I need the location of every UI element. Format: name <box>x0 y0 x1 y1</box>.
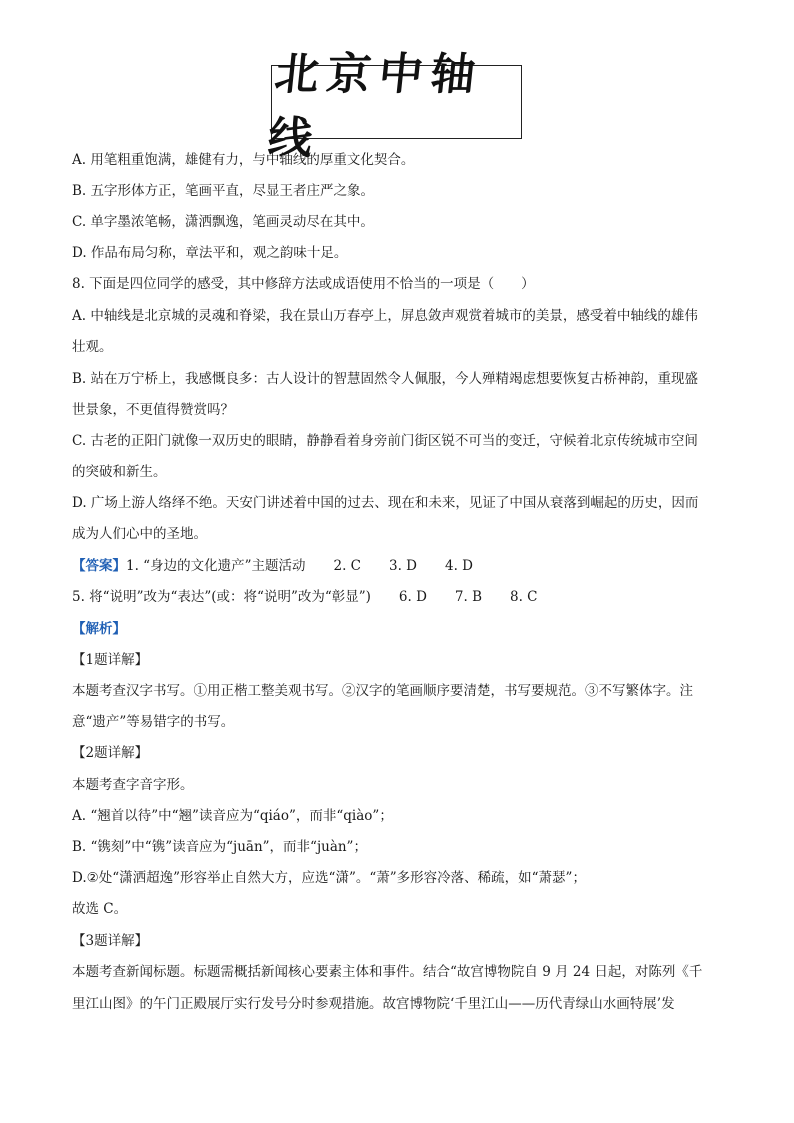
q8-option-b-line2: 世景象，不更值得赞赏吗？ <box>72 402 234 418</box>
answer-4: 4. D <box>445 558 473 574</box>
option-b: B. 五字形体方正，笔画平直，尽显王者庄严之象。 <box>72 183 375 199</box>
answer-3: 3. D <box>389 558 417 574</box>
answer-5: 5. 将“说明”改为“表达”(或：将“说明”改为“彰显”) <box>72 589 371 605</box>
section-heading-3: 【3题详解】 <box>72 933 149 949</box>
q8-option-c-line2: 的突破和新生。 <box>72 464 167 480</box>
option-d: D. 作品布局匀称，章法平和，观之韵味十足。 <box>72 245 348 261</box>
answer-1: 1. “身边的文化遗产”主题活动 <box>126 558 306 574</box>
calligraphy-title: 北京中轴线 <box>265 49 486 164</box>
question-8-stem: 8. 下面是四位同学的感受，其中修辞方法或成语使用不恰当的一项是（ ） <box>72 276 535 292</box>
q8-option-d-line1: D. 广场上游人络绎不绝。天安门讲述着中国的过去、现在和未来，见证了中国从衰落到崛起的历史，因而 <box>72 495 699 511</box>
explanation-1-line2: 意“遗产”等易错字的书写。 <box>72 714 235 730</box>
explanation-3-line2: 里江山图》的午门正殿展厅实行发号分时参观措施。故宫博物院‘千里江山——历代青绿山水画特展’发 <box>72 996 675 1012</box>
explanation-2-b: B. “镌刻”中“镌”读音应为“juān”，而非“juàn”； <box>72 839 367 855</box>
analysis-label: 【解析】 <box>72 621 126 637</box>
explanation-2-intro: 本题考查字音字形。 <box>72 777 194 793</box>
answer-2: 2. C <box>333 558 361 574</box>
explanation-2-conclusion: 故选 C。 <box>72 901 128 917</box>
answer-line-1 <box>72 557 732 575</box>
section-heading-1: 【1题详解】 <box>72 652 149 668</box>
explanation-2-a: A. “翘首以待”中“翘”读音应为“qiáo”，而非“qiào”； <box>72 808 393 824</box>
q8-option-b-line1: B. 站在万宁桥上，我感慨良多：古人设计的智慧固然令人佩服，今人殚精竭虑想要恢复古桥神韵，重现盛 <box>72 371 699 387</box>
answer-6: 6. D <box>398 589 427 605</box>
explanation-3-line1: 本题考查新闻标题。标题需概括新闻核心要素主体和事件。结合“故宫博物院自 9 月 24 日起，对陈列《千 <box>72 964 703 980</box>
q8-option-d-line2: 成为人们心中的圣地。 <box>72 526 207 542</box>
option-a: A. 用笔粗重饱满，雄健有力，与中轴线的厚重文化契合。 <box>72 152 415 168</box>
q8-option-a-line1: A. 中轴线是北京城的灵魂和脊梁，我在景山万春亭上，屏息敛声观赏着城市的美景，感受着中轴线的雄伟 <box>72 308 698 324</box>
explanation-1-line1: 本题考查汉字书写。①用正楷工整美观书写。②汉字的笔画顺序要清楚，书写要规范。③不写繁体字。注 <box>72 683 693 699</box>
answer-8: 8. C <box>510 589 538 605</box>
calligraphy-figure <box>265 49 522 164</box>
answer-7: 7. B <box>454 589 483 605</box>
option-c: C. 单字墨浓笔畅，潇洒飘逸，笔画灵动尽在其中。 <box>72 214 374 230</box>
q8-option-a-line2: 壮观。 <box>72 339 113 355</box>
q8-option-c-line1: C. 古老的正阳门就像一双历史的眼睛，静静看着身旁前门街区锐不可当的变迁，守候着北京传统城市空间 <box>72 433 698 449</box>
section-heading-2: 【2题详解】 <box>72 745 149 761</box>
explanation-2-d: D.②处“潇洒超逸”形容举止自然大方，应选“潇”。“萧”多形容冷落、稀疏，如“萧瑟”； <box>72 870 586 886</box>
answer-line-2 <box>72 588 732 606</box>
answer-label: 【答案】 <box>72 558 126 574</box>
